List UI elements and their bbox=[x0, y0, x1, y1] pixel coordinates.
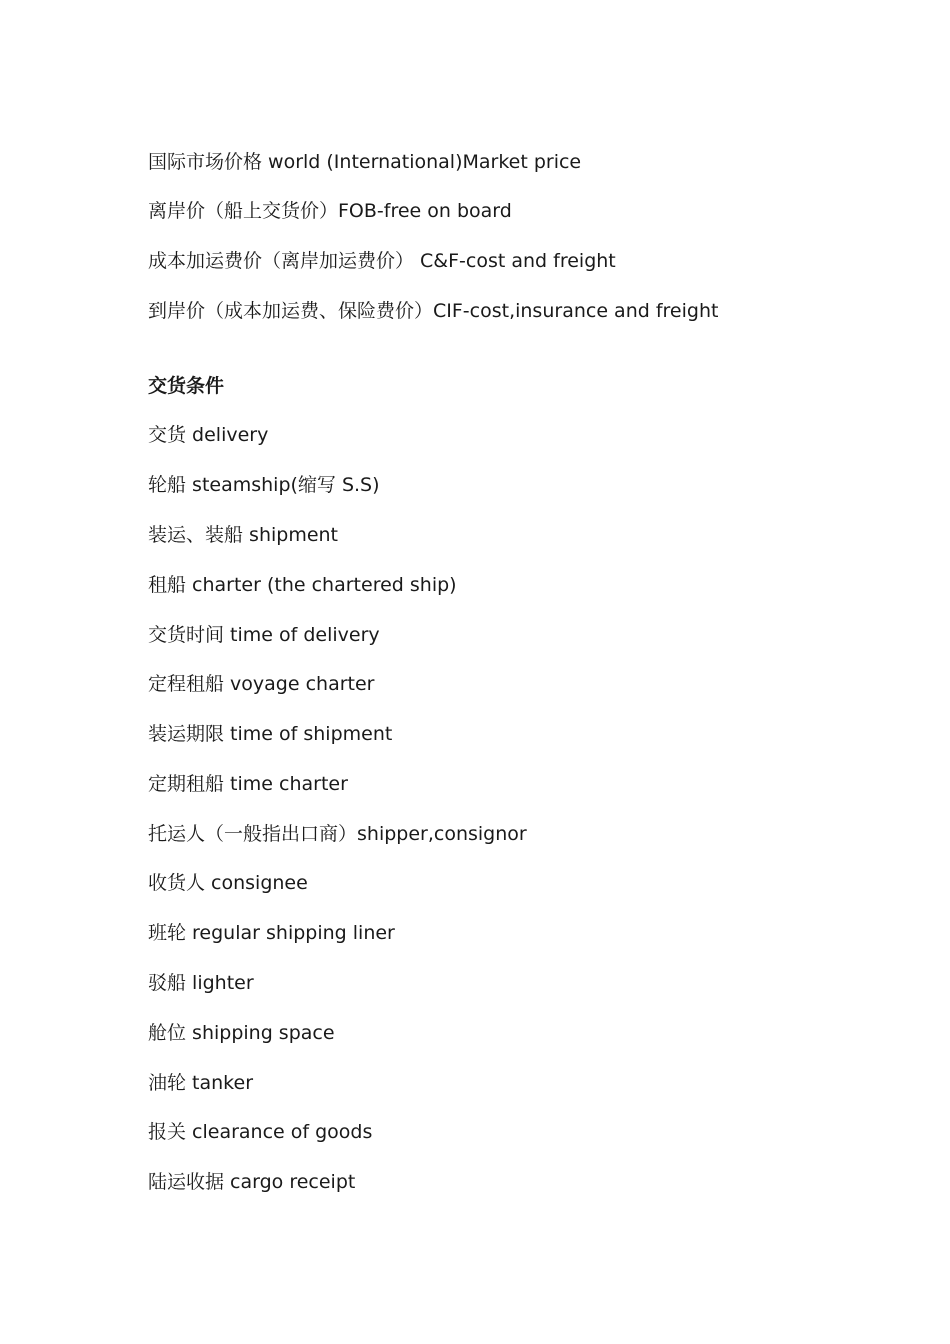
term-line: 陆运收据 cargo receipt bbox=[148, 1171, 356, 1193]
term-line: 驳船 lighter bbox=[148, 972, 254, 994]
term-line: 报关 clearance of goods bbox=[148, 1121, 373, 1143]
term-line: 交货 delivery bbox=[148, 424, 269, 446]
term-line: 班轮 regular shipping liner bbox=[148, 922, 395, 944]
term-line: 油轮 tanker bbox=[148, 1072, 254, 1094]
pricing-line: 离岸价（船上交货价）FOB-free on board bbox=[148, 200, 512, 222]
term-line: 舱位 shipping space bbox=[148, 1022, 335, 1044]
term-line: 轮船 steamship(缩写 S.S) bbox=[148, 474, 380, 496]
term-line: 定程租船 voyage charter bbox=[148, 673, 375, 695]
term-line: 租船 charter (the chartered ship) bbox=[148, 574, 457, 596]
term-line: 收货人 consignee bbox=[148, 872, 308, 894]
term-line: 装运期限 time of shipment bbox=[148, 723, 393, 745]
pricing-line: 国际市场价格 world (International)Market price bbox=[148, 151, 582, 173]
term-line: 托运人（一般指出口商）shipper,consignor bbox=[148, 823, 527, 845]
term-line: 装运、装船 shipment bbox=[148, 524, 339, 546]
pricing-line: 到岸价（成本加运费、保险费价）CIF-cost,insurance and freight bbox=[148, 300, 719, 322]
term-line: 交货时间 time of delivery bbox=[148, 624, 380, 646]
term-line: 定期租船 time charter bbox=[148, 773, 348, 795]
section-heading: 交货条件 bbox=[148, 375, 225, 397]
pricing-line: 成本加运费价（离岸加运费价） C&F-cost and freight bbox=[148, 250, 616, 272]
